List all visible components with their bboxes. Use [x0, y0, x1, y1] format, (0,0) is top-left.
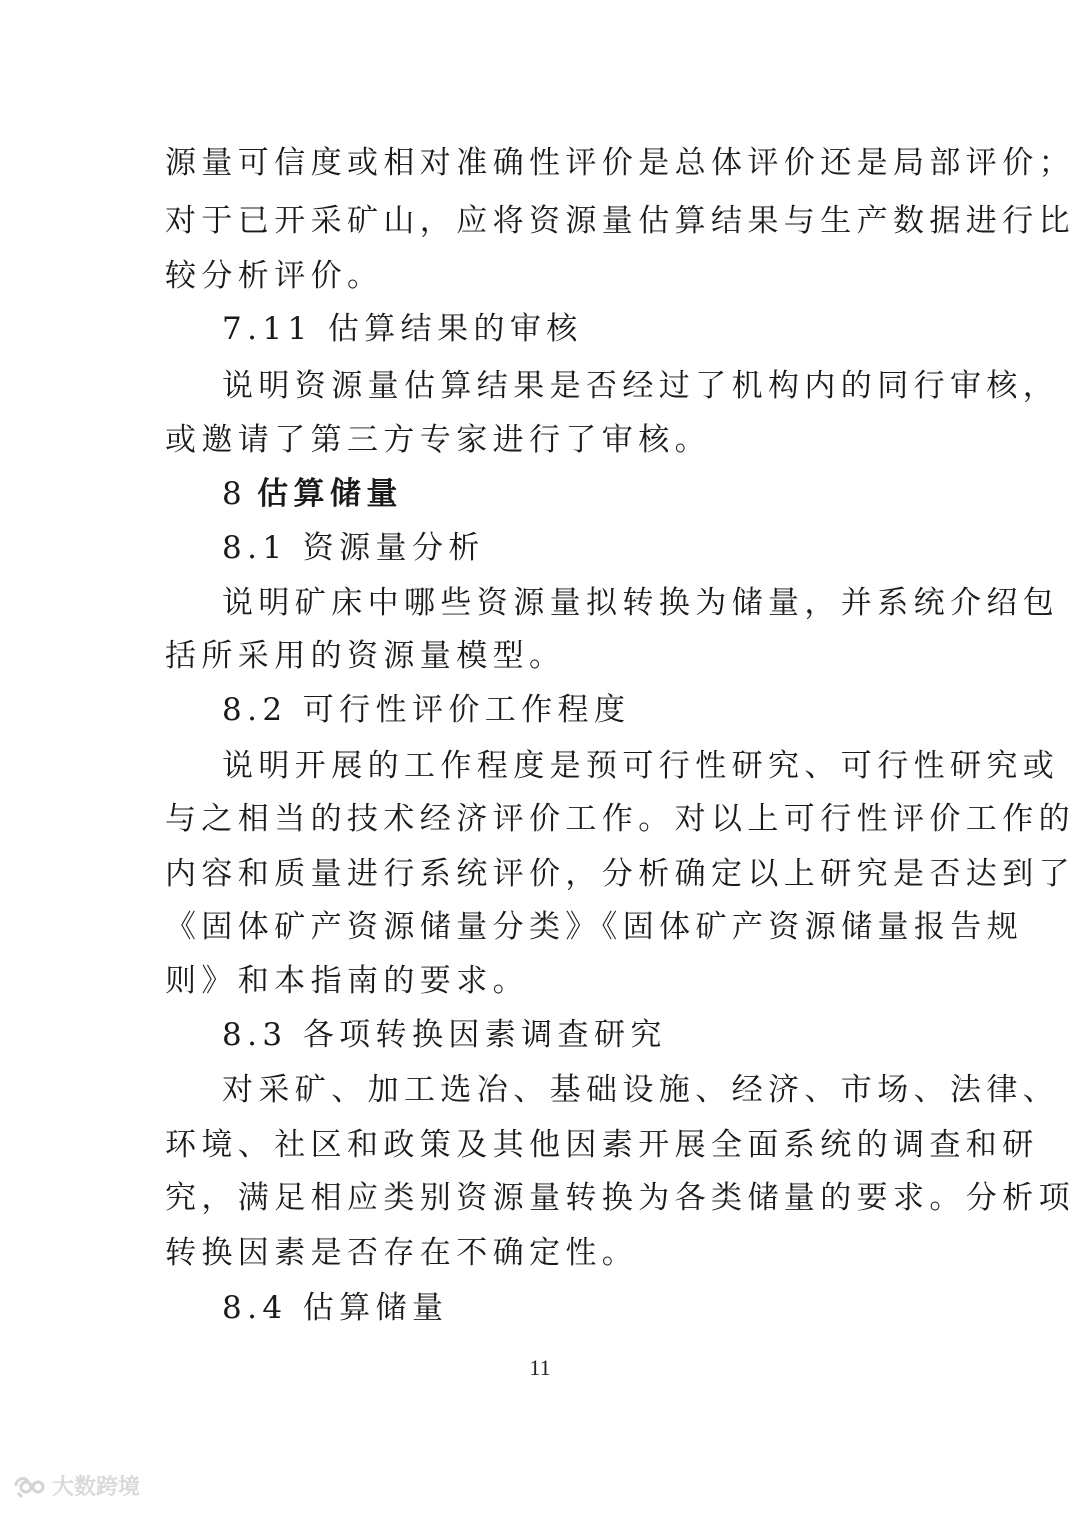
paragraph-line: 环境、社区和政策及其他因素开展全面系统的调查和研	[165, 1127, 1039, 1163]
paragraph-line: 《固体矿产资源储量分类》《固体矿产资源储量报告规	[165, 909, 1024, 945]
watermark-logo-icon	[12, 1473, 46, 1499]
paragraph-line: 说明资源量估算结果是否经过了机构内的同行审核，	[222, 368, 1060, 404]
chapter-number: 8	[222, 476, 248, 512]
paragraph-line: 说明开展的工作程度是预可行性研究、可行性研究或	[222, 748, 1060, 784]
paragraph-line: 与之相当的技术经济评价工作。对以上可行性评价工作的	[165, 801, 1075, 837]
chapter-title: 估算储量	[257, 476, 403, 512]
paragraph-line: 则》和本指南的要求。	[165, 963, 529, 999]
paragraph-line: 对采矿、加工选冶、基础设施、经济、市场、法律、	[222, 1072, 1060, 1108]
paragraph-line: 究，满足相应类别资源量转换为各类储量的要求。分析项	[165, 1180, 1075, 1216]
section-heading-8-1: 8.1 资源量分析	[222, 530, 485, 566]
section-heading-8-2: 8.2 可行性评价工作程度	[222, 692, 631, 728]
paragraph-line: 或邀请了第三方专家进行了审核。	[165, 422, 711, 458]
paragraph-line: 括所采用的资源量模型。	[165, 638, 566, 674]
chapter-heading-8	[222, 474, 403, 514]
page-number: 11	[529, 1355, 551, 1380]
paragraph-line: 较分析评价。	[165, 258, 384, 294]
paragraph-line: 说明矿床中哪些资源量拟转换为储量，并系统介绍包	[222, 585, 1060, 621]
section-heading-8-3: 8.3 各项转换因素调查研究	[222, 1017, 667, 1053]
watermark	[12, 1470, 140, 1501]
paragraph-line: 内容和质量进行系统评价，分析确定以上研究是否达到了	[165, 856, 1075, 892]
paragraph-line: 源量可信度或相对准确性评价是总体评价还是局部评价；	[165, 145, 1075, 181]
paragraph-line: 转换因素是否存在不确定性。	[165, 1235, 639, 1271]
paragraph-line: 对于已开采矿山，应将资源量估算结果与生产数据进行比	[165, 203, 1075, 239]
section-heading-8-4: 8.4 估算储量	[222, 1290, 449, 1326]
section-heading-7-11: 7.11 估算结果的审核	[222, 311, 583, 347]
watermark-text: 大数跨境	[52, 1475, 141, 1500]
